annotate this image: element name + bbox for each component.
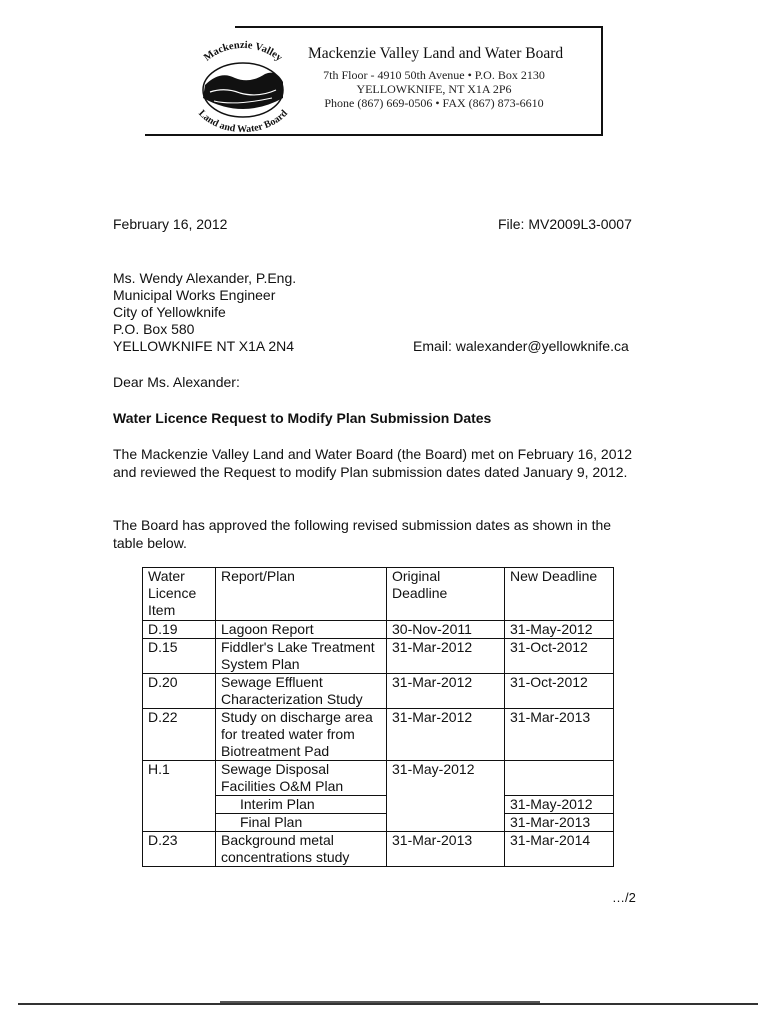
- recipient-title: Municipal Works Engineer: [113, 287, 276, 303]
- cell-item-empty: [143, 814, 216, 832]
- scan-artifact-line: [18, 1003, 758, 1005]
- cell-report-sub: Final Plan: [216, 814, 387, 832]
- header-new-deadline: New Deadline: [505, 568, 614, 621]
- cell-item-empty: [143, 796, 216, 814]
- cell-new: 31-Oct-2012: [505, 639, 614, 674]
- deadlines-table: [142, 567, 614, 867]
- cell-item: D.20: [143, 674, 216, 709]
- cell-original: 30-Nov-2011: [387, 621, 505, 639]
- svg-text:Land and Water Board: Land and Water Board: [196, 107, 290, 134]
- cell-new: 31-May-2012: [505, 621, 614, 639]
- board-city: YELLOWKNIFE, NT X1A 2P6: [356, 82, 512, 96]
- cell-report: Background metal concentrations study: [216, 832, 387, 867]
- letter-date: February 16, 2012: [113, 216, 228, 232]
- table-row: [143, 832, 614, 867]
- header-report-plan: Report/Plan: [216, 568, 387, 621]
- cell-item: D.19: [143, 621, 216, 639]
- cell-item: D.22: [143, 709, 216, 761]
- table-subrow: [143, 796, 614, 814]
- letterhead-top-rule: [235, 26, 603, 28]
- table-row: [143, 621, 614, 639]
- recipient-email: Email: walexander@yellowknife.ca: [413, 338, 629, 354]
- board-name: Mackenzie Valley Land and Water Board: [308, 45, 564, 62]
- cell-report: Fiddler's Lake Treatment System Plan: [216, 639, 387, 674]
- cell-item: D.15: [143, 639, 216, 674]
- cell-new: 31-Mar-2013: [505, 814, 614, 832]
- file-reference: File: MV2009L3-0007: [498, 216, 632, 232]
- letterhead: [145, 26, 603, 136]
- recipient-po-box: P.O. Box 580: [113, 321, 195, 337]
- paragraph-approval: The Board has approved the following revised submission dates as shown in the table below.: [113, 517, 612, 551]
- salutation: Dear Ms. Alexander:: [113, 374, 240, 390]
- table-row: [143, 709, 614, 761]
- letterhead-bottom-rule: [145, 134, 603, 136]
- cell-report: Lagoon Report: [216, 621, 387, 639]
- cell-item: D.23: [143, 832, 216, 867]
- recipient-city: YELLOWKNIFE NT X1A 2N4: [113, 338, 295, 354]
- table-row: [143, 639, 614, 674]
- table-header-row: [143, 568, 614, 621]
- table-subrow: [143, 814, 614, 832]
- cell-report: Study on discharge area for treated water from Biotreatment Pad: [216, 709, 387, 761]
- cell-report: Sewage Disposal Facilities O&M Plan: [216, 761, 387, 796]
- cell-original-empty: [387, 814, 505, 832]
- table-row: [143, 674, 614, 709]
- cell-item: H.1: [143, 761, 216, 796]
- scan-artifact-line: [220, 1001, 540, 1003]
- cell-report-sub: Interim Plan: [216, 796, 387, 814]
- cell-original: 31-May-2012: [387, 761, 505, 796]
- page-continuation-mark: …/2: [612, 890, 636, 905]
- cell-original: 31-Mar-2012: [387, 674, 505, 709]
- header-licence-item: Water Licence Item: [143, 568, 216, 621]
- svg-text:Mackenzie Valley: Mackenzie Valley: [202, 39, 285, 64]
- cell-new: [505, 761, 614, 796]
- letterhead-right-rule: [601, 26, 603, 136]
- board-phone-fax: Phone (867) 669-0506 • FAX (867) 873-6610: [324, 96, 544, 110]
- cell-new: 31-Oct-2012: [505, 674, 614, 709]
- cell-new: 31-Mar-2014: [505, 832, 614, 867]
- recipient-name: Ms. Wendy Alexander, P.Eng.: [113, 270, 297, 286]
- cell-original: 31-Mar-2012: [387, 639, 505, 674]
- cell-report: Sewage Effluent Characterization Study: [216, 674, 387, 709]
- paragraph-meeting: The Mackenzie Valley Land and Water Board (the Board) met on February 16, 2012 and reviewed the Request to modify Plan submission dates dated January 9, 2012.: [113, 446, 633, 480]
- cell-new: 31-May-2012: [505, 796, 614, 814]
- cell-new: 31-Mar-2013: [505, 709, 614, 761]
- table-row: [143, 761, 614, 796]
- cell-original: 31-Mar-2013: [387, 832, 505, 867]
- subject-line: Water Licence Request to Modify Plan Submission Dates: [113, 410, 492, 426]
- recipient-org: City of Yellowknife: [113, 304, 226, 320]
- cell-original-empty: [387, 796, 505, 814]
- header-original-deadline: Original Deadline: [387, 568, 505, 621]
- cell-original: 31-Mar-2012: [387, 709, 505, 761]
- board-address: 7th Floor - 4910 50th Avenue • P.O. Box 2130: [323, 68, 545, 82]
- board-logo: [180, 38, 306, 134]
